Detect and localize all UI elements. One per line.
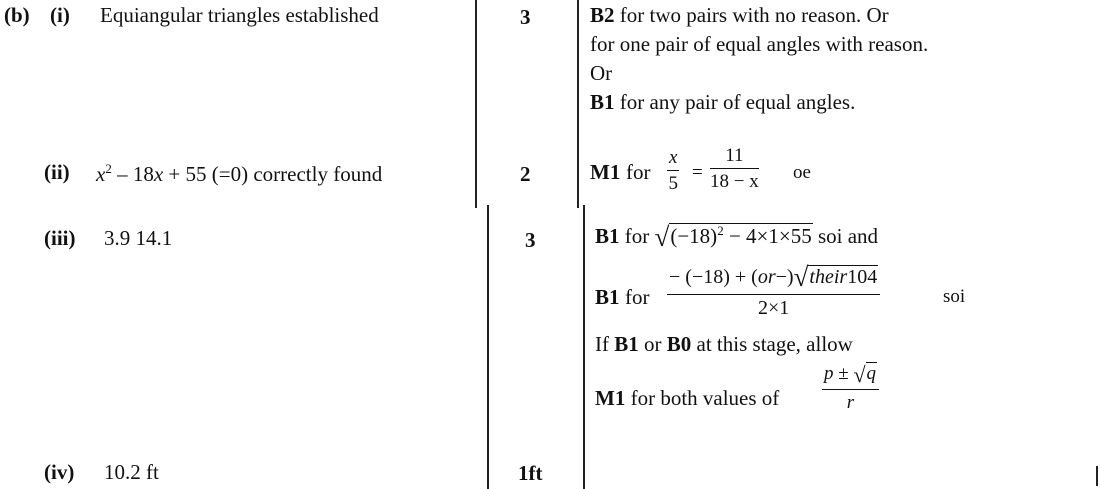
note-bold: B2 [590,3,615,27]
note-b-i-line2: for one pair of equal angles with reason. [590,32,929,56]
numerator-b: −) [775,266,794,288]
fraction-p-pm-root-q-over-r [822,364,879,412]
square-root [794,264,879,291]
part-label: (b) [4,3,30,27]
mark-b-iv: 1ft [518,461,543,485]
radicand-q: q [866,363,877,384]
note-for: for [619,224,655,248]
square-root [655,224,813,251]
square-root [853,364,877,386]
fraction-denominator: 2×1 [757,297,790,320]
note-b-iii-line2-for: for [625,285,650,309]
fraction-denominator: 5 [668,173,678,195]
fraction-numerator: x [669,147,678,168]
fraction-numerator [667,264,880,291]
note-text: for both values of [625,386,780,410]
note-pre: If [595,332,615,356]
fraction-11-over-18-x [710,146,759,191]
radicand [669,223,812,248]
note-b-iii-line2-suffix: soi [943,286,966,307]
column-divider-right-bottom [583,205,585,489]
note-b1: B1 [614,332,639,356]
note-b-ii-suffix: oe [793,162,811,183]
note-text: for any pair of equal angles. [614,90,856,114]
mark-b-iii: 3 [525,228,536,252]
fraction-bar [822,389,879,390]
note-b-iii-line3 [595,334,853,355]
note-b0: B0 [666,332,692,356]
radical-sign: √ [793,262,809,292]
note-post: at this stage, allow [691,332,853,356]
numerator-p: p [824,363,834,384]
note-b-i-line3: Or [590,61,613,85]
answer-b-ii [96,162,382,185]
answer-b-iv: 10.2 ft [104,460,159,484]
fraction-x-over-5 [667,148,679,193]
column-divider-left-bottom [487,205,489,489]
subpart-label-i: (i) [50,3,70,27]
radical-sign: √ [853,362,866,387]
note-bold: M1 [595,386,626,410]
note-bold: B1 [595,224,620,248]
answer-mid: – 18 [111,162,154,186]
subpart-label-iv: (iv) [44,460,75,484]
note-suffix: soi and [812,224,879,248]
note-b-iii-line4 [595,388,779,409]
note-b-ii-for: for [626,160,651,184]
answer-b-iii: 3.9 14.1 [104,226,173,250]
subpart-label-iii: (iii) [44,226,76,250]
numerator-or: or [757,266,776,288]
answer-post: + 55 (=0) correctly found [163,162,383,186]
column-divider-left-top [475,0,477,208]
fraction-bar [667,170,679,171]
radicand-their: their [809,266,848,288]
radicand [808,265,878,288]
quadratic-formula-fraction [667,264,880,318]
numerator-a: − (−18) + ( [669,266,758,288]
note-b-ii-bold: M1 [590,160,621,184]
mark-b-i: 3 [520,5,531,29]
note-mid: or [638,332,667,356]
edge-tick [1096,466,1098,486]
note-bold: B1 [590,90,615,114]
equals-sign: = [692,162,703,183]
fraction-denominator: r [846,392,855,414]
numerator-pm: ± [833,363,854,384]
note-text: for two pairs with no reason. Or [614,3,889,27]
fraction-numerator: 11 [725,145,744,166]
subpart-label-ii: (ii) [44,160,70,184]
fraction-bar [710,168,759,169]
note-b-i-line1 [590,5,889,26]
column-divider-right-top [577,0,579,208]
fraction-numerator [822,364,879,386]
answer-var: x [96,162,106,186]
radicand-sup: 2 [717,223,724,238]
answer-var: x [153,162,164,186]
radicand-b: − 4×1×55 [723,224,812,248]
note-b-i-line4 [590,92,855,113]
fraction-bar [667,294,880,295]
answer-b-i: Equiangular triangles established [100,3,379,27]
radicand-value: 104 [847,266,878,288]
note-b-iii-line1 [595,224,878,251]
mark-b-ii: 2 [520,162,531,186]
answer-sup: 2 [105,161,112,176]
fraction-denominator: 18 − x [710,171,759,193]
note-b-iii-line2-bold: B1 [595,285,620,309]
radicand-a: (−18) [670,224,718,248]
radical-sign: √ [654,222,670,252]
